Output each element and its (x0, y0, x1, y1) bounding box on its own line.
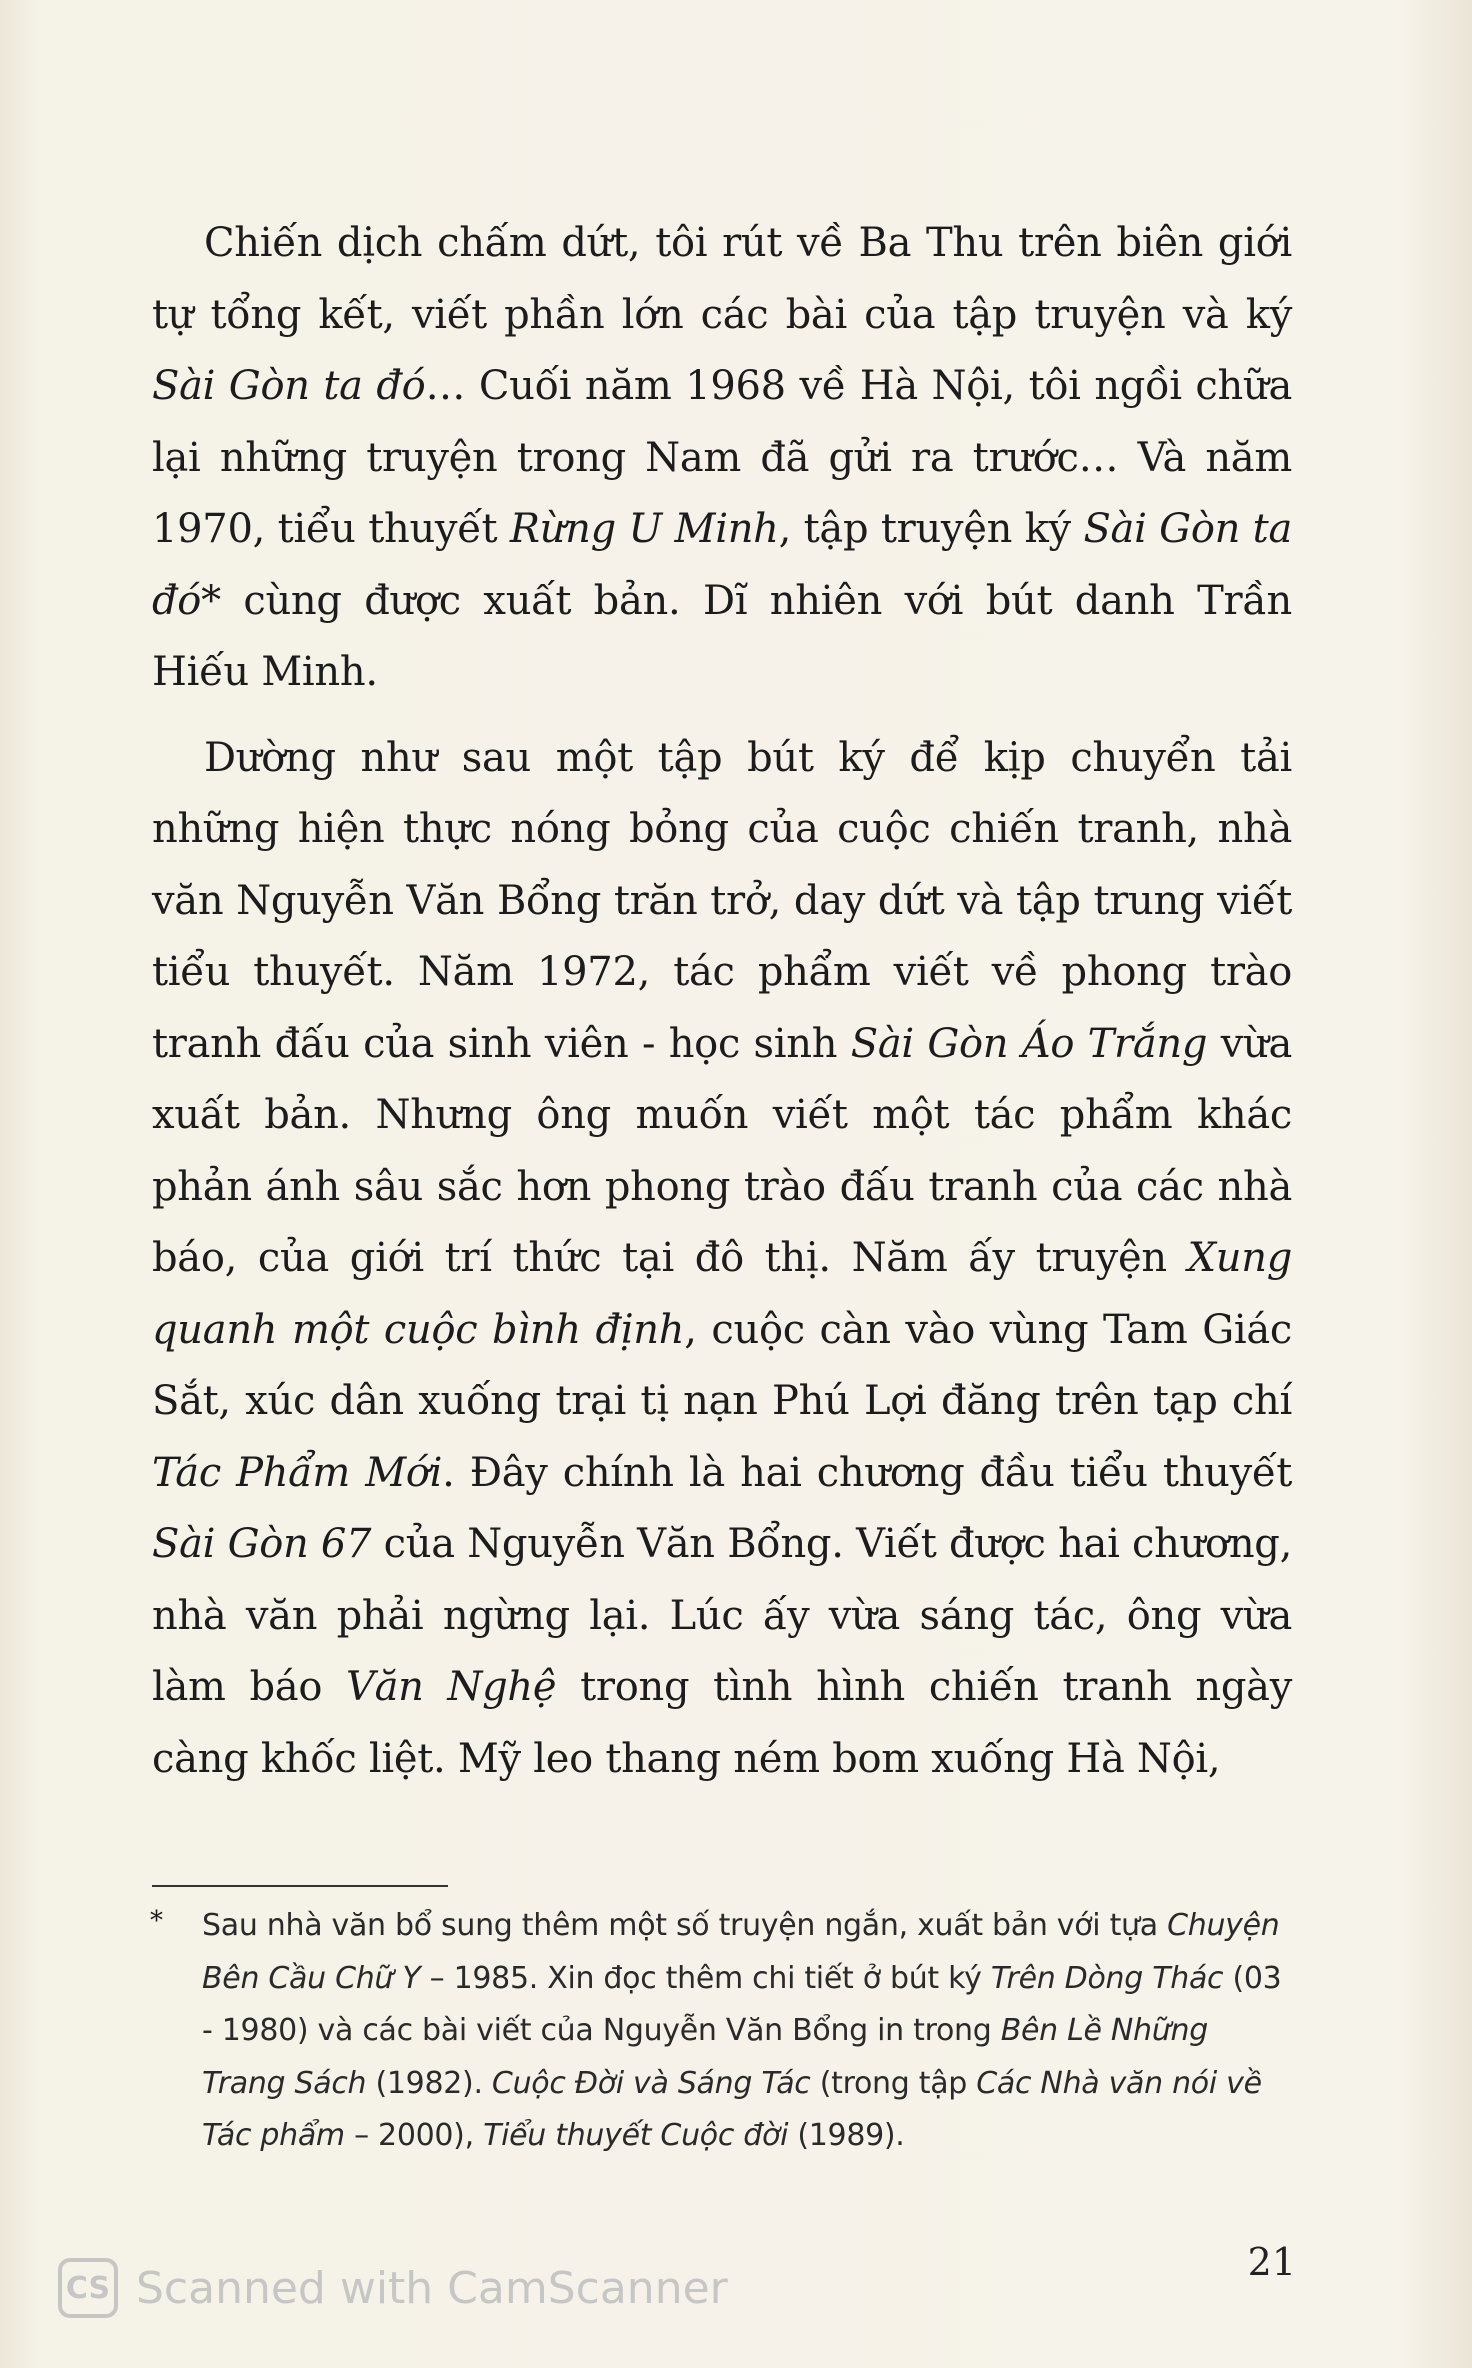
footnote-text (202, 1900, 1292, 2163)
italic-title-text: Sài Gòn Áo Trắng (850, 1020, 1208, 1067)
text-run: Chiến dịch chấm dứt, tôi rút về Ba Thu trên biên giới tự tổng kết, viết phần lớn các bài của tập truyện và ký (152, 220, 1292, 338)
text-run: , cuộc càn vào vùng Tam Giác Sắt, xúc dân xuống trại tị nạn Phú Lợi đăng trên tạp chí (152, 1306, 1292, 1424)
italic-title-text: Sài Gòn ta đó (152, 363, 426, 409)
text-run: (03 - 1980) và các bài viết của Nguyễn Văn Bổng in trong (202, 1960, 1282, 2048)
text-run: – 2000), (344, 2118, 484, 2153)
italic-title-text: Bên Lề Những Trang Sách (202, 2013, 1208, 2101)
body-text (152, 208, 1292, 1809)
text-run: trong tình hình chiến tranh ngày càng khốc liệt. Mỹ leo thang ném bom xuống Hà Nội, (152, 1664, 1292, 1782)
watermark-text: Scanned with CamScanner (136, 2262, 728, 2314)
italic-title-text: Văn Nghệ (345, 1664, 557, 1710)
camscanner-logo-icon: CS (58, 2258, 118, 2318)
text-run: … Cuối năm 1968 về Hà Nội, tôi ngồi chữa lại những truyện trong Nam đã gửi ra trước… Và năm 1970, tiểu thuyết (152, 363, 1292, 552)
italic-title-text: Rừng U Minh (509, 506, 779, 552)
italic-title-text: Tiểu thuyết Cuộc đời (483, 2118, 789, 2153)
italic-title-text: Sài Gòn ta đó (152, 506, 1292, 624)
text-run: vừa xuất bản. Nhưng ông muốn viết một tác phẩm khác phản ánh sâu sắc hơn phong trào đấu tranh của các nhà báo, của giới trí thức tại đô thị. Năm ấy truyện (152, 1020, 1293, 1281)
text-run: . Đây chính là hai chương đầu tiểu thuyết (442, 1449, 1292, 1496)
italic-title-text: Các Nhà văn nói về Tác phẩm (202, 2065, 1262, 2153)
italic-title-text: Chuyện Bên Cầu Chữ Y (202, 1908, 1280, 1996)
italic-title-text: Trên Dòng Thác (990, 1960, 1224, 1996)
footnote-marker: * (150, 1906, 163, 1936)
italic-title-text: Cuộc Đời và Sáng Tác (491, 2065, 811, 2101)
footnote-divider (152, 1885, 448, 1887)
text-run: , tập truyện ký (778, 506, 1084, 552)
text-run: Sau nhà văn bổ sung thêm một số truyện ngắn, xuất bản với tựa (202, 1908, 1168, 1943)
italic-title-text: Xung quanh một cuộc bình định (152, 1235, 1292, 1353)
paragraph (152, 723, 1292, 1796)
text-run: (trong tập (810, 2065, 977, 2101)
paragraph (152, 208, 1292, 709)
text-run: của Nguyễn Văn Bổng. Viết được hai chương, nhà văn phải ngừng lại. Lúc ấy vừa sáng tác, ông vừa làm báo (152, 1521, 1292, 1710)
italic-title-text: Tác Phẩm Mới (152, 1449, 443, 1496)
text-run: * cùng được xuất bản. Dĩ nhiên với bút danh Trần Hiếu Minh. (152, 577, 1292, 695)
page-number: 21 (1247, 2240, 1296, 2284)
camscanner-watermark (58, 2252, 728, 2324)
text-run: Dường như sau một tập bút ký để kịp chuyển tải những hiện thực nóng bỏng của cuộc chiến tranh, nhà văn Nguyễn Văn Bổng trăn trở, day dứt và tập trung viết tiểu thuyết. Năm 1972, tác phẩm viết về phong trào tranh đấu của sinh viên - học sinh (152, 734, 1292, 1067)
text-run: (1982). (366, 2065, 492, 2101)
text-run: – 1985. Xin đọc thêm chi tiết ở bút ký (420, 1960, 991, 1996)
text-run: (1989). (788, 2118, 905, 2153)
italic-title-text: Sài Gòn 67 (152, 1521, 372, 1567)
